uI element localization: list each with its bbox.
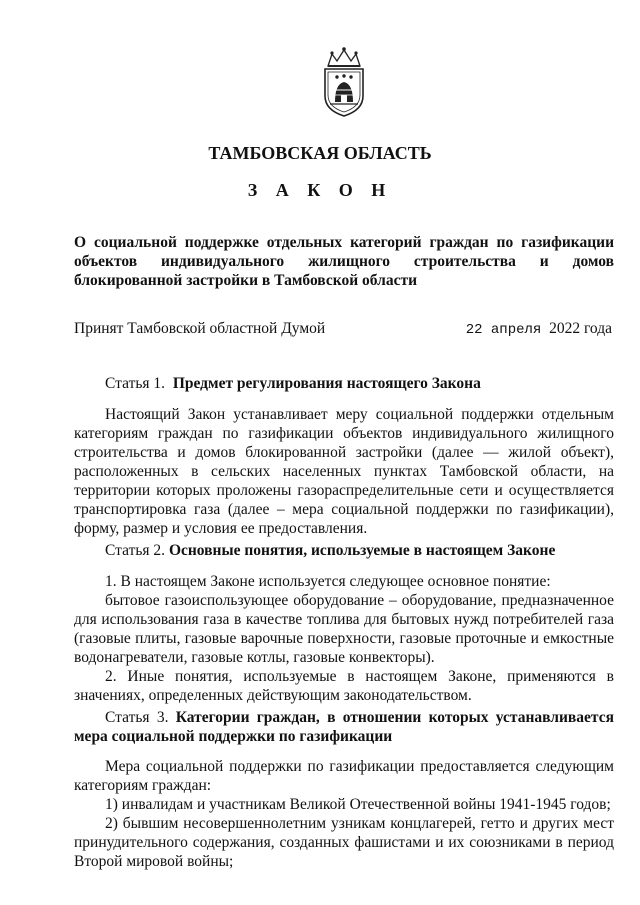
adoption-date [466,319,612,340]
article-3-body [74,757,614,871]
adoption-day-month: 22 апреля [465,322,542,338]
adoption-line [74,319,614,339]
document-type: З А К О Н [247,180,393,200]
coat-of-arms-emblem-icon [318,44,370,119]
article-title: Категории граждан, в отношении которых устанавливается мера социальной поддержки по газификации [74,709,614,745]
law-title: О социальной поддержке отдельных категорий граждан по газификации объектов индивидуального жилищного строительства и домов блокированной застройки в Тамбовской области [74,234,614,289]
paragraph: 1. В настоящем Законе используется следующее основное понятие: [105,573,551,590]
paragraph: бытовое газоиспользующее оборудование – оборудование, предназначенное для использования газа в качестве топлива для бытовых нужд потребителей газа (газовые плиты, газовые варочные поверхности, газовые проточные и емкостные водонагреватели, газовые котлы, газовые конвекторы). [74,592,614,666]
article-2-body [74,572,614,705]
paragraph: Настоящий Закон устанавливает меру социальной поддержки отдельным категориям граждан по газификации объектов индивидуального жилищного строительства и домов блокированной застройки (далее — жилой объект), расположенных в сельских населенных пунктах Тамбовской области, на территории которых проложены газораспределительные сети и осуществляется транспортировка газа (далее – мера социальной поддержки по газификации), форму, размер и условия ее предоставления. [74,406,614,537]
article-label: Статья 1. [105,375,166,392]
article-1-heading [74,374,614,393]
paragraph: Мера социальной поддержки по газификации предоставляется следующим категориям граждан: [74,758,614,794]
paragraph: 2. Иные понятия, используемые в настоящем Законе, применяются в значениях, определенных действующим законодательством. [74,668,614,704]
article-title: Основные понятия, используемые в настоящем Законе [168,542,556,559]
article-3-heading [74,708,614,746]
article-1-body [74,405,614,538]
adopted-by: Принят Тамбовской областной Думой [74,320,326,337]
list-item: 1) инвалидам и участникам Великой Отечественной войны 1941-1945 годов; [105,796,611,813]
article-2-heading [74,541,614,560]
list-item: 2) бывшим несовершеннолетним узникам концлагерей, гетто и других мест принудительного содержания, созданных фашистами и их союзниками в период Второй мировой войны; [74,815,614,870]
adoption-year: 2022 года [549,320,612,337]
article-title: Предмет регулирования настоящего Закона [172,375,481,392]
article-label: Статья 3. [105,709,169,726]
region-name: ТАМБОВСКАЯ ОБЛАСТЬ [208,143,432,163]
article-label: Статья 2. [105,542,166,559]
